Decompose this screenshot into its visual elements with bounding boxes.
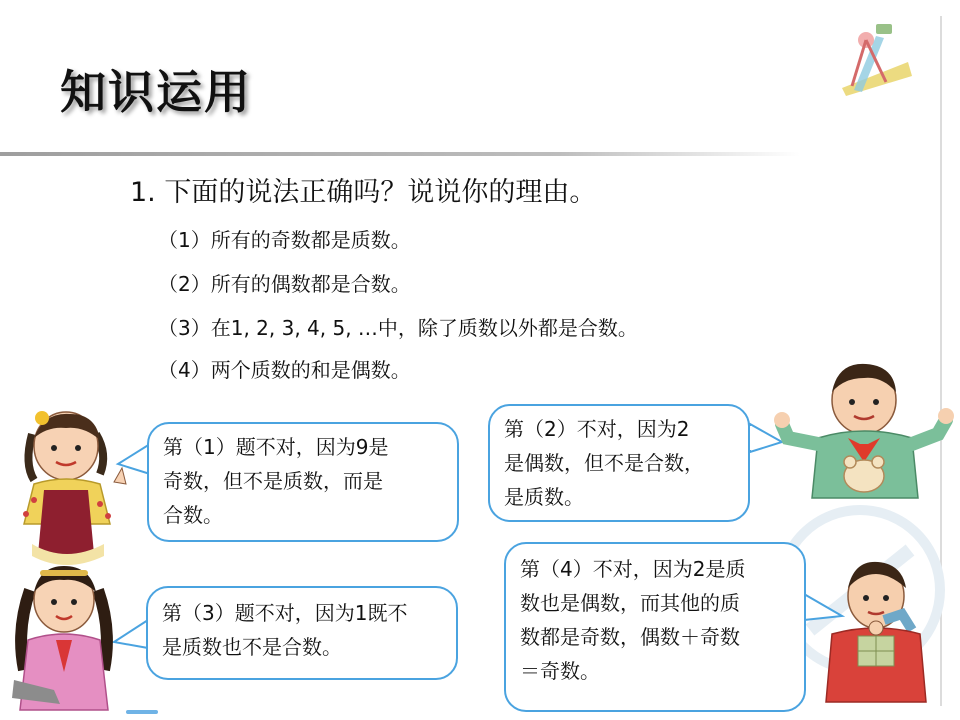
bubble-line: 第（1）题不对，因为9是 (163, 435, 389, 459)
answer-bubble-2 (488, 404, 750, 522)
boy-green-sweater-illustration (778, 358, 954, 518)
girl-yellow-sweater-illustration (4, 404, 134, 564)
page-title: 知识运用 (60, 65, 252, 119)
geometry-tools-icon (836, 22, 916, 96)
question-heading: 1. 下面的说法正确吗？说说你的理由。 (130, 177, 597, 208)
bubble-line: 是质数也不是合数。 (162, 635, 342, 659)
bubble-line: 是质数。 (504, 485, 584, 509)
boy-red-sweater-illustration (818, 556, 938, 706)
bubble-line: 第（4）不对，因为2是质 (520, 557, 746, 581)
title-divider (0, 152, 800, 156)
bubble-line: 数也是偶数，而其他的质 (520, 591, 740, 615)
answer-bubble-1 (147, 422, 459, 542)
bubble-line: 合数。 (163, 503, 223, 527)
bubble-line: 第（2）不对，因为2 (504, 417, 690, 441)
bubble-line: 是偶数，但不是合数， (504, 451, 704, 475)
statement-1: （1）所有的奇数都是质数。 (158, 228, 411, 252)
bubble-line: 数都是奇数，偶数＋奇数 (520, 625, 740, 649)
bubble-line: ＝奇数。 (520, 659, 600, 683)
bubble-line: 奇数，但不是质数，而是 (163, 469, 383, 493)
bubble-line: 第（3）题不对，因为1既不 (162, 601, 408, 625)
answer-bubble-3 (146, 586, 458, 680)
girl-pink-sweater-illustration (4, 560, 124, 720)
statement-4: （4）两个质数的和是偶数。 (158, 358, 411, 382)
footer-logo-mark (126, 710, 158, 714)
statement-2: （2）所有的偶数都是合数。 (158, 272, 411, 296)
answer-bubble-4 (504, 542, 806, 712)
statement-3: （3）在1, 2, 3, 4, 5, …中，除了质数以外都是合数。 (158, 316, 638, 340)
